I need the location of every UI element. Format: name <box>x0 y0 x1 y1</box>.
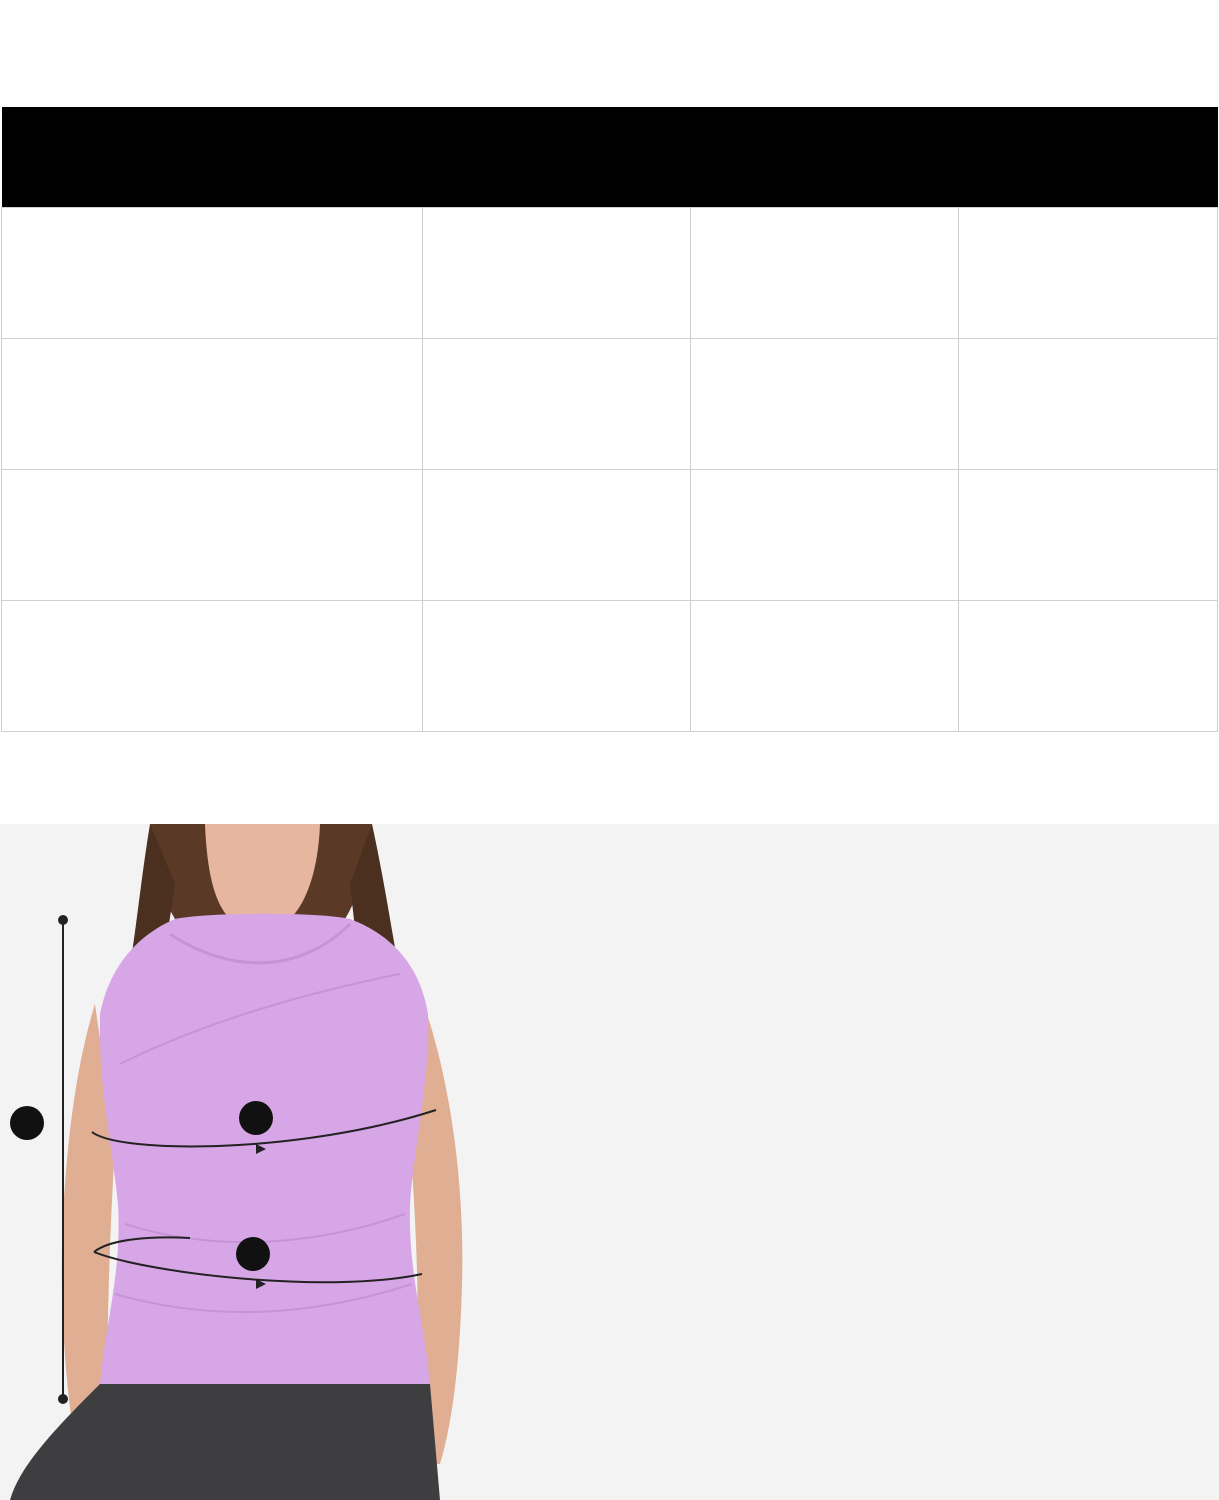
cell-waist <box>691 470 959 601</box>
cell-waist <box>691 339 959 470</box>
header-length <box>959 107 1218 208</box>
cell-waist <box>691 208 959 339</box>
measurement-guide-panel <box>0 824 1219 1500</box>
header-waist <box>691 107 959 208</box>
marker-3 <box>236 1237 270 1271</box>
header-bust <box>423 107 691 208</box>
cell-size <box>2 339 423 470</box>
marker-2 <box>239 1101 273 1135</box>
cell-length <box>959 470 1218 601</box>
measurement-instructions <box>600 919 1200 953</box>
cell-waist <box>691 601 959 732</box>
table-row <box>2 208 1218 339</box>
cell-size <box>2 208 423 339</box>
model-figure <box>0 824 560 1500</box>
table-row <box>2 601 1218 732</box>
table-row <box>2 339 1218 470</box>
header-size <box>2 107 423 208</box>
size-chart-table <box>1 107 1218 732</box>
brand-logo <box>0 0 1219 100</box>
table-header-row <box>2 107 1218 208</box>
cell-bust <box>423 470 691 601</box>
cell-size <box>2 470 423 601</box>
cell-bust <box>423 339 691 470</box>
cell-bust <box>423 208 691 339</box>
marker-1 <box>10 1106 44 1140</box>
cell-bust <box>423 601 691 732</box>
cell-size <box>2 601 423 732</box>
table-row <box>2 470 1218 601</box>
cell-length <box>959 208 1218 339</box>
cell-length <box>959 339 1218 470</box>
cell-length <box>959 601 1218 732</box>
